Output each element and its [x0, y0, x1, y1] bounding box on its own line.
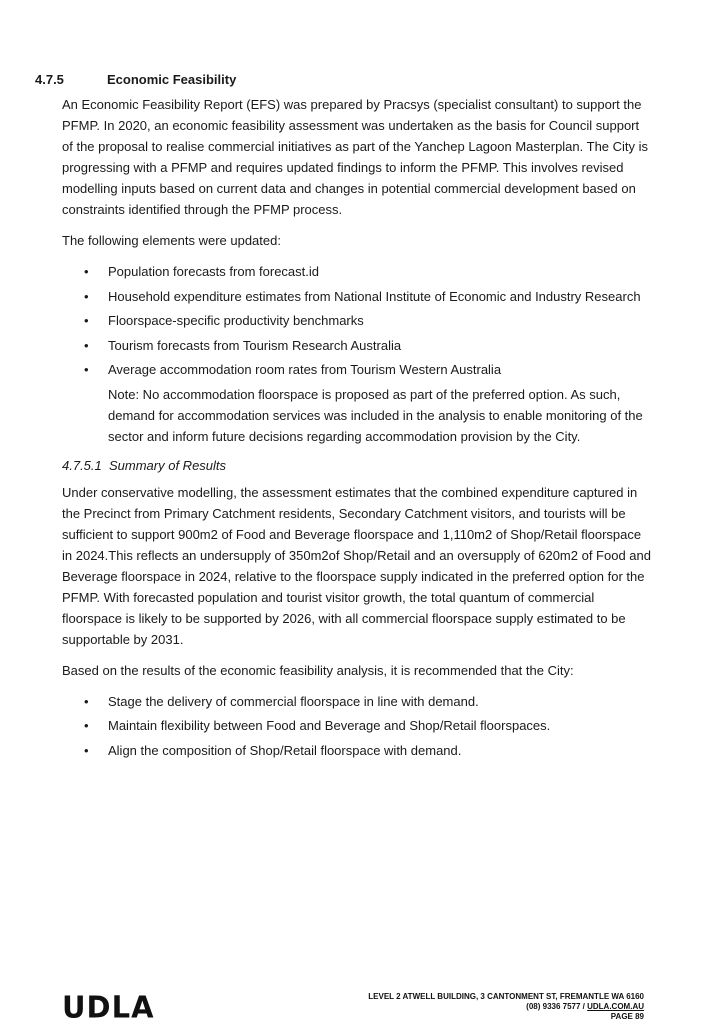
list-item: • Align the composition of Shop/Retail floorspace with demand. — [62, 740, 652, 761]
section-number: 4.7.5 — [35, 72, 64, 87]
page-number: PAGE 89 — [610, 1012, 644, 1021]
footer-url[interactable]: UDLA.COM.AU — [587, 1002, 644, 1011]
subsection-number: 4.7.5.1 — [62, 457, 102, 473]
updated-elements-list — [62, 261, 652, 380]
recommendation-intro: Based on the results of the economic feasibility analysis, it is recommended that the City: — [62, 662, 574, 678]
accommodation-note: Note: No accommodation floorspace is proposed as part of the preferred option. As such, demand for accommodation services was included in the analysis to enable monitoring of the sector and inform future decisions regarding accommodation provision by the City. — [108, 386, 643, 444]
footer-separator: / — [580, 1002, 588, 1011]
footer-phone-line — [368, 1002, 644, 1012]
list-item: • Tourism forecasts from Tourism Research Australia — [62, 335, 652, 356]
intro-paragraph: An Economic Feasibility Report (EFS) was prepared by Pracsys (specialist consultant) to support the PFMP. In 2020, an economic feasibility assessment was undertaken as the basis for Council support of the proposal to realise commercial initiatives as part of the Yanchep Lagoon Masterplan. The City is progressing with a PFMP and requires updated findings to inform the PFMP. This involves revised modelling inputs based on current data and changes in potential commercial development based on constraints identified through the PFMP process. — [62, 97, 649, 217]
elements-intro: The following elements were updated: — [62, 233, 281, 248]
subsection-heading — [62, 455, 652, 476]
list-item: • Floorspace-specific productivity benchmarks — [62, 310, 652, 331]
list-item: • Stage the delivery of commercial floorspace in line with demand. — [62, 691, 652, 712]
list-item: • Population forecasts from forecast.id — [62, 261, 652, 282]
footer-address: LEVEL 2 ATWELL BUILDING, 3 CANTONMENT ST, FREMANTLE WA 6160 — [368, 992, 644, 1001]
list-item: • Average accommodation room rates from Tourism Western Australia — [62, 359, 652, 380]
recommendations-list — [62, 691, 652, 761]
udla-logo: UDLA — [62, 989, 155, 1025]
list-item: • Household expenditure estimates from National Institute of Economic and Industry Research — [62, 286, 652, 307]
document-body — [62, 94, 652, 764]
footer-phone: (08) 9336 7577 — [526, 1002, 581, 1011]
section-title: Economic Feasibility — [107, 72, 237, 87]
list-item: • Maintain flexibility between Food and Beverage and Shop/Retail floorspaces. — [62, 715, 652, 736]
section-heading — [35, 72, 236, 87]
footer-contact — [368, 992, 644, 1022]
results-paragraph: Under conservative modelling, the assessment estimates that the combined expenditure captured in the Precinct from Primary Catchment residents, Secondary Catchment visitors, and tourists will be sufficient to support 900m2 of Food and Beverage floorspace and 1,110m2 of Shop/Retail floorspace in 2024.This reflects an undersupply of 350m2of Shop/Retail and an oversupply of 620m2 of Food and Beverage floorspace in 2024, relative to the floorspace supply indicated in the preferred option for the PFMP. With forecasted population and tourist visitor growth, the total quantum of commercial floorspace is likely to be supported by 2026, with all commercial floorspace supply estimated to be supportable by 2031. — [62, 484, 651, 647]
subsection-title: Summary of Results — [109, 457, 227, 473]
